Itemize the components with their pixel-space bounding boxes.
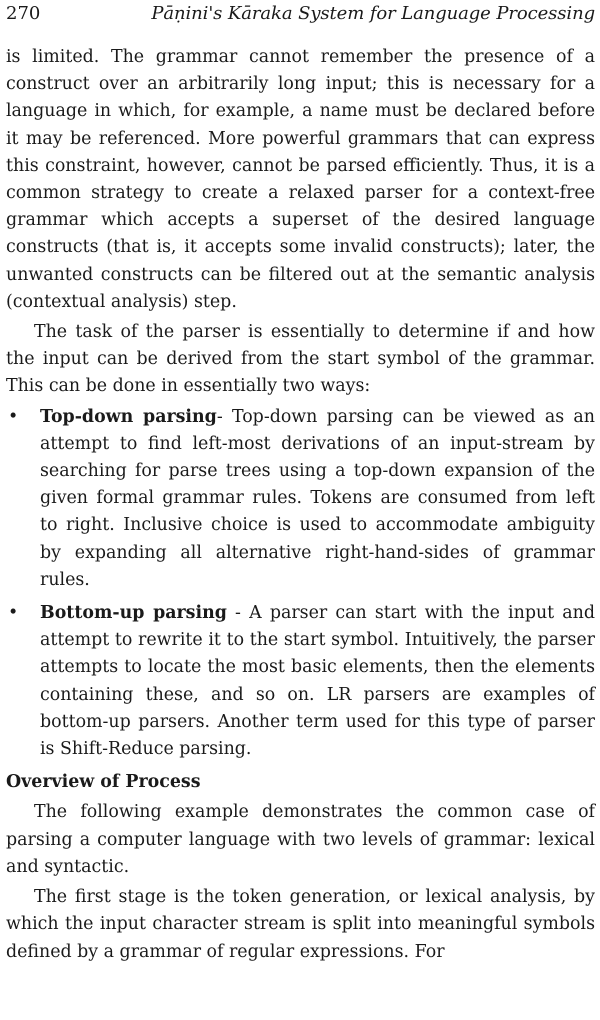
page-number: 270	[6, 3, 41, 24]
definition-top-down-parsing: - Top-down parsing can be viewed as an attempt to find left-most derivations of an input-stream by searching for parse trees using a top-down expansion of the given formal grammar rules. Tokens are consumed from left to right. Inclusive choice is used to accommodate ambiguity by expanding all alternative right-hand-sides of grammar rules.	[40, 406, 595, 590]
running-title: Pāṇini's Kāraka System for Language Processing	[151, 3, 595, 24]
paragraph-parser-task: The task of the parser is essentially to determine if and how the input can be derived from the start symbol of the grammar. This can be done in essentially two ways:	[6, 322, 595, 397]
term-top-down-parsing: Top-down parsing	[40, 406, 217, 427]
list-item-bottom-up	[6, 600, 595, 763]
paragraph-example: The following example demonstrates the common case of parsing a computer language with two levels of grammar: lexical and syntactic.	[6, 802, 595, 877]
book-page	[6, 0, 595, 1020]
bullet-marker: •	[8, 603, 19, 624]
term-bottom-up-parsing: Bottom-up parsing	[40, 603, 227, 624]
paragraph-continuation: is limited. The grammar cannot remember the presence of a construct over an arbitrarily long input; this is necessary for a language in which, for example, a name must be declared before it may be referenced. More powerful grammars that can express this constraint, however, cannot be parsed efficiently. Thus, it is a common strategy to create a relaxed parser for a context-free grammar which accepts a superset of the desired language constructs (that is, it accepts some invalid constructs); later, the unwanted constructs can be filtered out at the semantic analysis (contextual analysis) step.	[6, 47, 595, 312]
parsing-methods-list	[6, 404, 595, 764]
section-heading: Overview of Process	[6, 772, 201, 793]
page-header	[6, 3, 595, 29]
page-body	[6, 44, 595, 966]
bullet-marker: •	[8, 406, 19, 427]
list-item-top-down	[6, 404, 595, 594]
definition-bottom-up-parsing: - A parser can start with the input and attempt to rewrite it to the start symbol. Intuitively, the parser attempts to locate the most basic elements, then the elements containing these, and so on. LR parsers are examples of bottom-up parsers. Another term used for this type of parser is Shift-Reduce parsing.	[40, 603, 596, 760]
paragraph-first-stage: The first stage is the token generation, or lexical analysis, by which the input character stream is split into meaningful symbols defined by a grammar of regular expressions. For	[6, 887, 595, 962]
